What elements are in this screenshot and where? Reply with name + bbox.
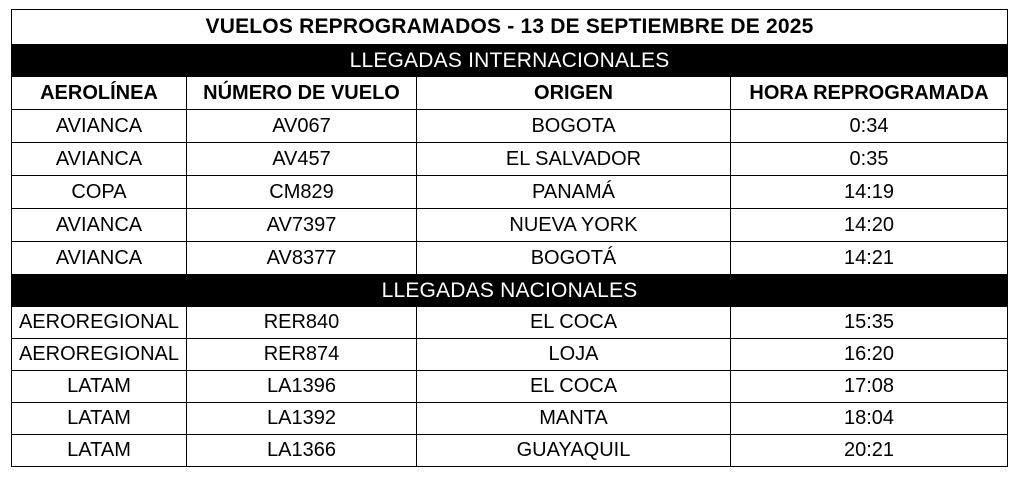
origin-cell: EL COCA bbox=[417, 307, 731, 339]
airline-cell: AVIANCA bbox=[12, 143, 187, 176]
rescheduled-time-cell: 20:21 bbox=[731, 435, 1008, 467]
rescheduled-time-cell: 14:21 bbox=[731, 242, 1008, 275]
section-header-row bbox=[12, 275, 1008, 307]
section-header-row bbox=[12, 45, 1008, 77]
origin-cell: NUEVA YORK bbox=[417, 209, 731, 242]
rescheduled-time-cell: 18:04 bbox=[731, 403, 1008, 435]
origin-cell: BOGOTÁ bbox=[417, 242, 731, 275]
flight-number-cell: AV7397 bbox=[187, 209, 417, 242]
airline-cell: AVIANCA bbox=[12, 242, 187, 275]
table-row bbox=[12, 403, 1008, 435]
title-row bbox=[12, 10, 1008, 45]
table-row bbox=[12, 176, 1008, 209]
airline-cell: AVIANCA bbox=[12, 110, 187, 143]
table-row bbox=[12, 242, 1008, 275]
rescheduled-time-cell: 16:20 bbox=[731, 339, 1008, 371]
rescheduled-flights-table bbox=[11, 9, 1008, 467]
rescheduled-time-cell: 14:19 bbox=[731, 176, 1008, 209]
table-row bbox=[12, 143, 1008, 176]
rescheduled-time-cell: 0:35 bbox=[731, 143, 1008, 176]
airline-cell: AVIANCA bbox=[12, 209, 187, 242]
flight-number-cell: LA1366 bbox=[187, 435, 417, 467]
flight-number-cell: AV8377 bbox=[187, 242, 417, 275]
table-row bbox=[12, 339, 1008, 371]
flight-number-cell: RER874 bbox=[187, 339, 417, 371]
table-row bbox=[12, 371, 1008, 403]
airline-cell: AEROREGIONAL bbox=[12, 307, 187, 339]
origin-cell: EL COCA bbox=[417, 371, 731, 403]
column-header-flight-number: NÚMERO DE VUELO bbox=[187, 77, 417, 110]
origin-cell: BOGOTA bbox=[417, 110, 731, 143]
column-header-airline: AEROLÍNEA bbox=[12, 77, 187, 110]
table-row bbox=[12, 110, 1008, 143]
table-body bbox=[12, 10, 1008, 467]
origin-cell: PANAMÁ bbox=[417, 176, 731, 209]
airline-cell: LATAM bbox=[12, 371, 187, 403]
table-row bbox=[12, 435, 1008, 467]
flight-number-cell: CM829 bbox=[187, 176, 417, 209]
section-label: LLEGADAS NACIONALES bbox=[12, 275, 1008, 307]
flight-number-cell: AV067 bbox=[187, 110, 417, 143]
airline-cell: COPA bbox=[12, 176, 187, 209]
rescheduled-time-cell: 0:34 bbox=[731, 110, 1008, 143]
origin-cell: LOJA bbox=[417, 339, 731, 371]
column-header-rescheduled-time: HORA REPROGRAMADA bbox=[731, 77, 1008, 110]
airline-cell: LATAM bbox=[12, 403, 187, 435]
table-row bbox=[12, 209, 1008, 242]
origin-cell: MANTA bbox=[417, 403, 731, 435]
flight-number-cell: RER840 bbox=[187, 307, 417, 339]
airline-cell: LATAM bbox=[12, 435, 187, 467]
column-header-row bbox=[12, 77, 1008, 110]
table-row bbox=[12, 307, 1008, 339]
rescheduled-time-cell: 17:08 bbox=[731, 371, 1008, 403]
rescheduled-time-cell: 14:20 bbox=[731, 209, 1008, 242]
column-header-origin: ORIGEN bbox=[417, 77, 731, 110]
section-label: LLEGADAS INTERNACIONALES bbox=[12, 45, 1008, 77]
table-title: VUELOS REPROGRAMADOS - 13 DE SEPTIEMBRE DE 2025 bbox=[12, 10, 1008, 45]
origin-cell: EL SALVADOR bbox=[417, 143, 731, 176]
rescheduled-time-cell: 15:35 bbox=[731, 307, 1008, 339]
flight-number-cell: LA1396 bbox=[187, 371, 417, 403]
airline-cell: AEROREGIONAL bbox=[12, 339, 187, 371]
flight-number-cell: AV457 bbox=[187, 143, 417, 176]
origin-cell: GUAYAQUIL bbox=[417, 435, 731, 467]
flight-number-cell: LA1392 bbox=[187, 403, 417, 435]
